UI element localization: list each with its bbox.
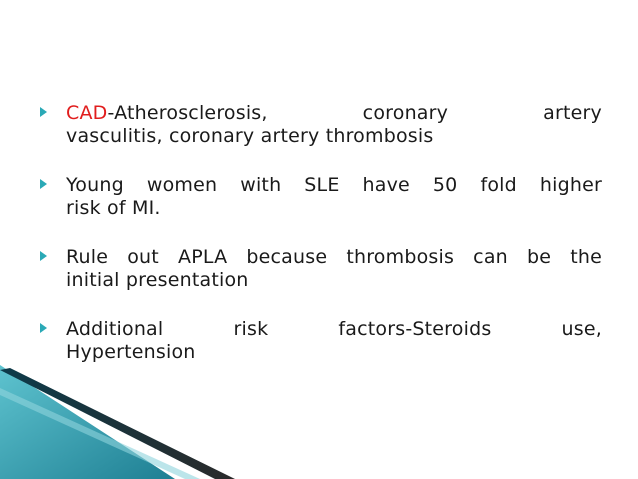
bullet-text-line: Young women with SLE have 50 fold higher <box>66 174 602 196</box>
bullet-text-line: Additional risk factors-Steroids use, <box>66 318 602 340</box>
bullet-term-cad: CAD <box>66 102 108 124</box>
bullet-text-line: vasculitis, coronary artery thrombosis <box>66 125 434 147</box>
bullet-text-line: Hypertension <box>66 341 196 363</box>
bullet-list <box>40 102 602 390</box>
triangle-bullet-icon <box>40 107 47 117</box>
bullet-text-line: initial presentation <box>66 269 249 291</box>
bullet-text-line: risk of MI. <box>66 197 161 219</box>
bullet-text-line: -Atherosclerosis, coronary artery <box>107 102 602 124</box>
triangle-bullet-icon <box>40 251 47 261</box>
triangle-bullet-icon <box>40 323 47 333</box>
bullet-item-cad <box>40 102 602 148</box>
bullet-item-additional-risk <box>40 318 602 364</box>
bullet-text-line: Rule out APLA because thrombosis can be the <box>66 246 602 268</box>
triangle-bullet-icon <box>40 179 47 189</box>
bullet-item-rule-out-apla <box>40 246 602 292</box>
bullet-item-young-women <box>40 174 602 220</box>
